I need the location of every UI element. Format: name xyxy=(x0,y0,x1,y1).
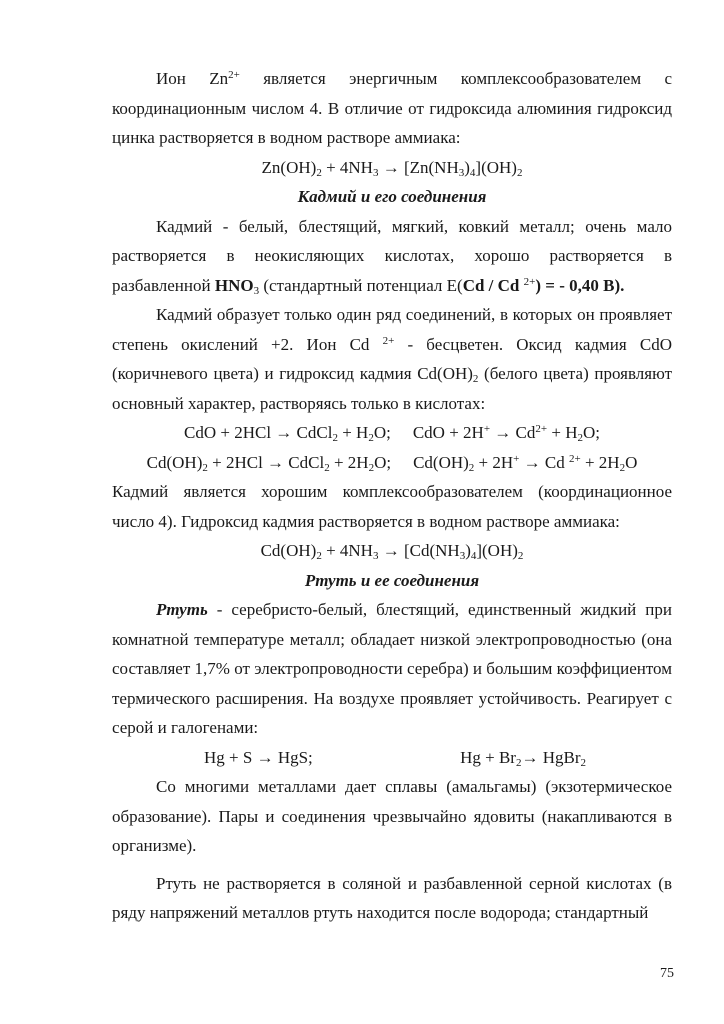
equation-cdo-reactions xyxy=(112,418,672,448)
paragraph-mercury-acids: Ртуть не растворяется в соляной и разбавленной серной кислотах (в ряду напряжений металлов ртуть находится после водорода; стандартный xyxy=(112,873,672,922)
page-number: 75 xyxy=(660,966,674,981)
page-content xyxy=(112,64,672,928)
section-heading-cadmium: Кадмий и его соединения xyxy=(297,187,487,206)
paragraph-cadmium-compounds: Кадмий образует только один ряд соединений, в которых он проявляет степень окислений +2. Ион Cd $^{2+}$ - бесцветен. Оксид кадмия CdO (коричневого цвета) и гидроксид кадмия $Cd(OH)_2$ (белого цвета) проявляют основный характер, растворяясь только в кислотах: xyxy=(112,305,672,413)
paragraph-cadmium-complex: Кадмий является хорошим комплексообразователем (координационное число 4). Гидроксид кадмия растворяется в водном растворе аммиака: xyxy=(112,482,672,531)
paragraph-mercury-properties: Ртуть - серебристо-белый, блестящий, единственный жидкий при комнатной температуре металл; обладает низкой электропроводностью (она составляет 1,7% от электропроводности серебра) и большим коэффициентом термического расширения. На воздухе проявляет устойчивость. Реагирует с серой и галогенами: xyxy=(112,600,672,737)
equation-cadmium-ammonia: $Cd(OH)_2 + 4NH_3 \to [Cd(NH_3)_4](OH)_2$ xyxy=(260,541,524,562)
term-mercury: Ртуть xyxy=(156,600,208,619)
paragraph-cadmium-properties: Кадмий - белый, блестящий, мягкий, ковкий металл; очень мало растворяется в неокисляющих кислотах, хорошо растворяется в разбавленной $HNO_3$ (стандартный потенциал E(Cd / Cd $^{2+}$) = - 0,40 В). xyxy=(112,216,672,297)
equation-hg-s: Hg + S → HgS; xyxy=(204,747,313,767)
equation-cdoh2-h-plus: $Cd(OH)_2 + 2H^+ \to Cd$ $^{2+} + 2H_2O$ xyxy=(413,452,638,474)
equation-cdo-hcl: CdO + 2HCl → CdCl$_2$ + $H_2O$; xyxy=(184,423,391,444)
paragraph-zinc-complex: Ион $Zn^{2+}$ является энергичным комплексообразователем с координационным числом 4. В отличие от гидроксида алюминия гидроксид цинка растворяется в водном растворе аммиака: xyxy=(112,69,673,147)
paragraph-spacer xyxy=(112,861,672,869)
equation-cdo-h-plus: CdO + $2H^+ \to Cd^{2+} + H_2O$; xyxy=(412,423,600,444)
equation-zinc-ammonia: $Zn(OH)_2 + 4NH_3 \to [Zn(NH_3)_4](OH)_2$ xyxy=(261,157,523,179)
equation-hg-br2: $Hg + Br_2\to$ HgBr$_2$ xyxy=(460,747,586,769)
equation-cdoh2-reactions xyxy=(112,448,672,478)
paragraph-mercury-amalgams: Со многими металлами дает сплавы (амальгамы) (экзотермическое образование). Пары и соединения чрезвычайно ядовиты (накапливаются в организме). xyxy=(112,777,672,855)
equation-mercury-reactions xyxy=(112,743,672,773)
section-heading-mercury: Ртуть и ее соединения xyxy=(304,570,480,590)
equation-cdoh2-hcl: $Cd(OH)_2 + 2HCl$ → CdCl$_2$ + $2H_2O$; xyxy=(146,452,392,474)
